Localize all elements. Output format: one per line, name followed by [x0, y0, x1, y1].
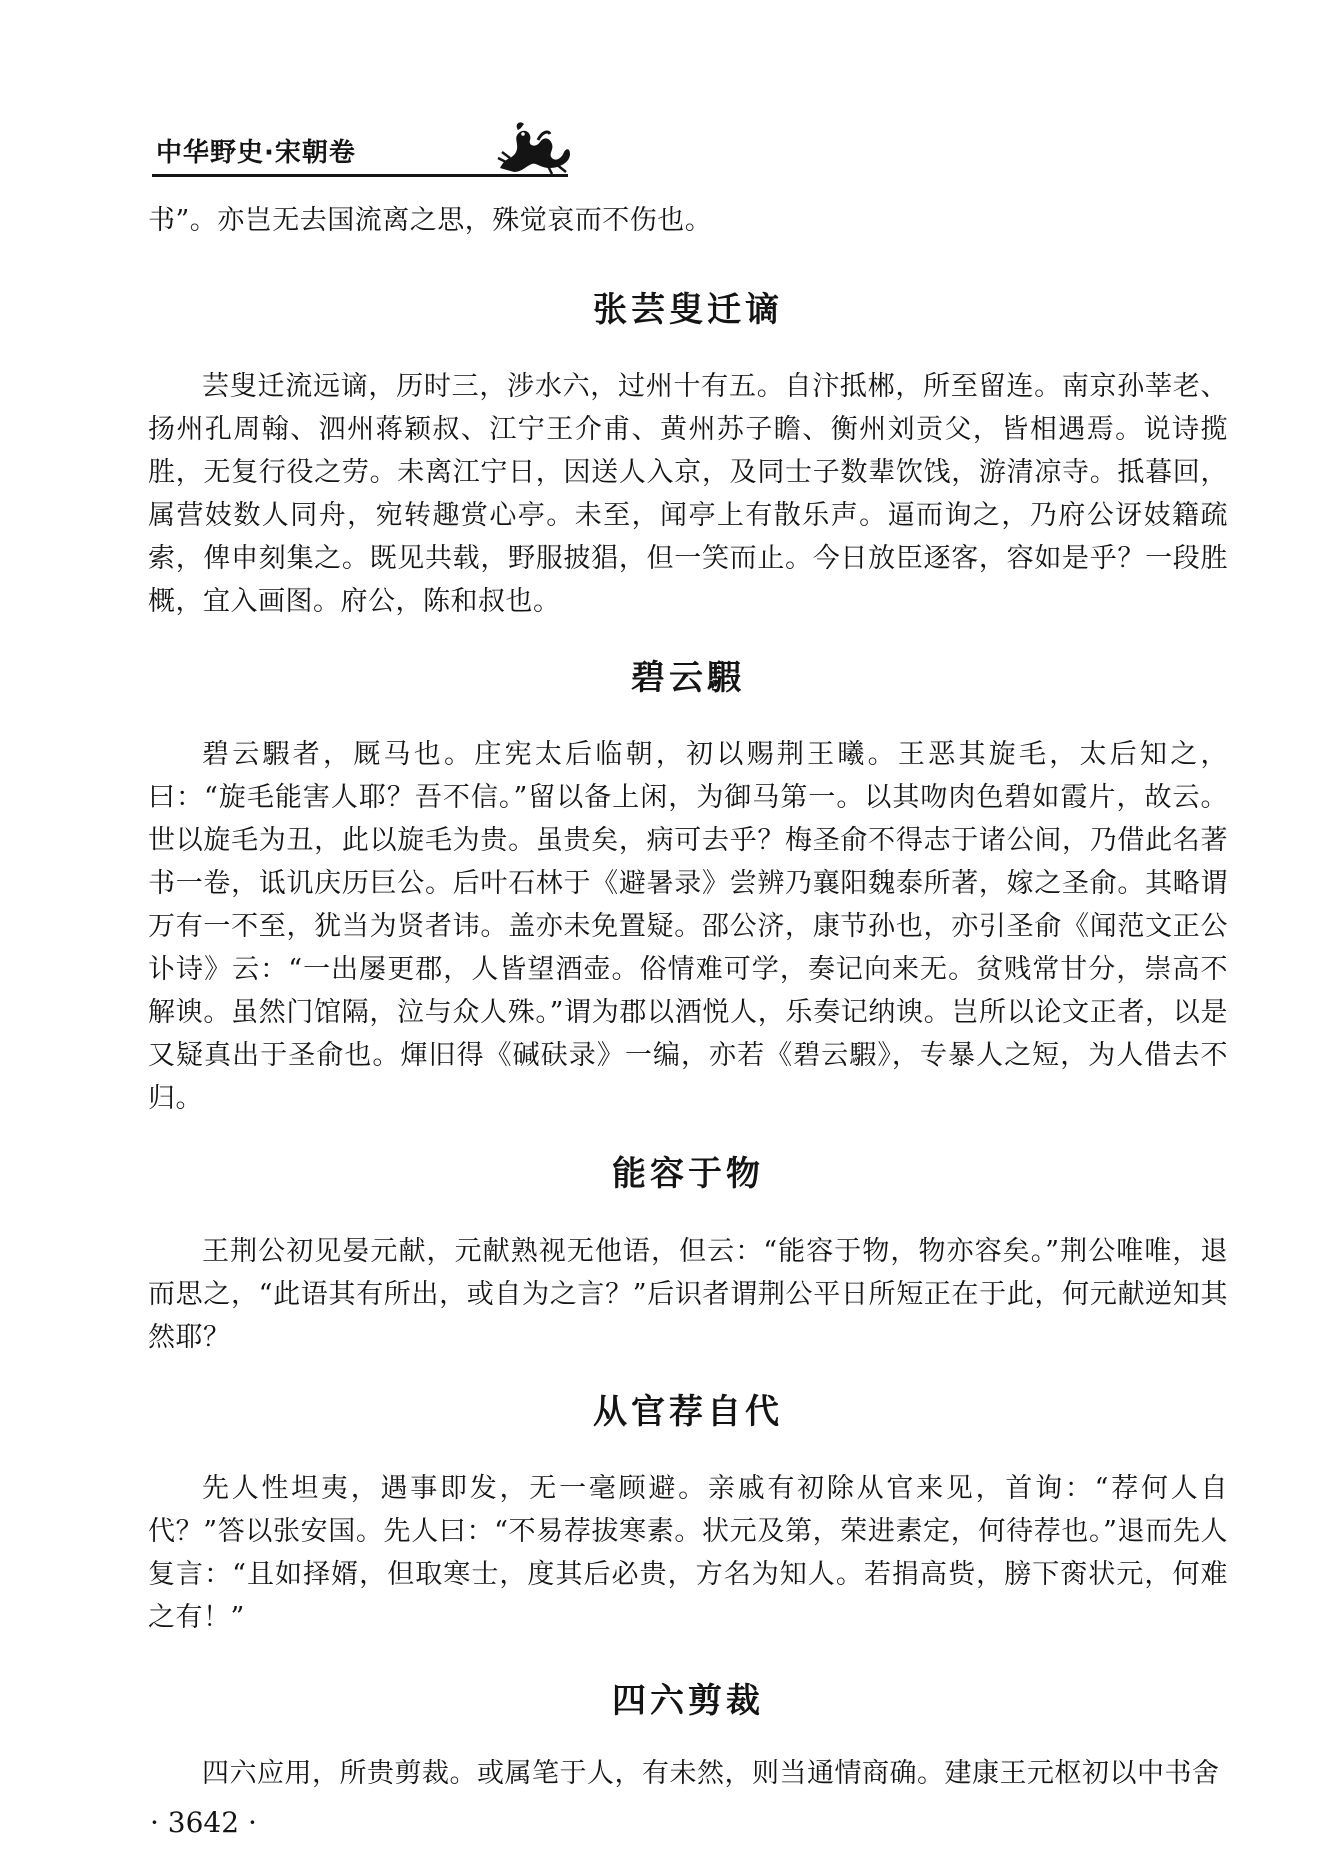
dragon-emblem-icon [492, 118, 574, 176]
running-header [152, 118, 570, 182]
section-body-zhang-yunsou: 芸叟迁流远谪，历时三，涉水六，过州十有五。自汴抵郴，所至留连。南京孙莘老、扬州孔周翰、泗州蒋颖叔、江宁王介甫、黄州苏子瞻、衡州刘贡父，皆相遇焉。说诗揽胜，无复行役之劳。未离江宁日，因送人入京，及同士子数辈饮饯，游清凉寺。抵暮回，属营妓数人同舟，宛转趣赏心亭。未至，闻亭上有散乐声。逼而询之，乃府公讶妓籍疏索，俾申刻集之。既见共载，野服披猖，但一笑而止。今日放臣逐客，容如是乎？一段胜概，宜入画图。府公，陈和叔也。 [148, 371, 1228, 617]
section-title-neng-rong-yu-wu: 能容于物 [612, 1154, 764, 1194]
section-body-siliu-jiancai: 四六应用，所贵剪裁。或属笔于人，有未然，则当通情商确。建康王元枢初以中书舍 [202, 1758, 1220, 1789]
section-body-congguan-jian-zidai: 先人性坦夷，遇事即发，无一毫顾避。亲戚有初除从官来见，首询：“荐何人自代？”答以张安国。先人曰：“不易荐拔寒素。状元及第，荣进素定，何待荐也。”退而先人复言：“且如择婿，但取寒士，度其后必贵，方名为知人。若捐高赀，膀下脔状元，何难之有！” [148, 1473, 1228, 1633]
continuation-text: 书”。亦岂无去国流离之思，殊觉哀而不伤也。 [148, 205, 713, 236]
section-title-zhang-yunsou: 张芸叟迁谪 [593, 290, 783, 330]
section-title-congguan-jian-zidai: 从官荐自代 [593, 1392, 783, 1432]
section-title-siliu-jiancai: 四六剪裁 [612, 1681, 764, 1721]
header-rule [152, 174, 568, 177]
section-body-neng-rong-yu-wu: 王荆公初见晏元献，元献熟视无他语，但云：“能容于物，物亦容矣。”荆公唯唯，退而思之，“此语其有所出，或自为之言？”后识者谓荆公平日所短正在于此，何元献逆知其然耶？ [148, 1236, 1228, 1353]
section-title-biyunxia: 碧云騢 [631, 658, 745, 698]
section-body-biyunxia: 碧云騢者，厩马也。庄宪太后临朝，初以赐荆王曦。王恶其旋毛，太后知之，曰：“旋毛能害人耶？吾不信。”留以备上闲，为御马第一。以其吻肉色碧如霞片，故云。世以旋毛为丑，此以旋毛为贵。虽贵矣，病可去乎？梅圣俞不得志于诸公间，乃借此名著书一卷，诋讥庆历巨公。后叶石林于《避暑录》尝辨乃襄阳魏泰所著，嫁之圣俞。其略谓万有一不至，犹当为贤者讳。盖亦未免置疑。邵公济，康节孙也，亦引圣俞《闻范文正公讣诗》云：“一出屡更郡，人皆望酒壶。俗情难可学，奏记向来无。贫贱常甘分，崇高不解谀。虽然门馆隔，泣与众人殊。”谓为郡以酒悦人，乐奏记纳谀。岂所以论文正者，以是又疑真出于圣俞也。煇旧得《碱砆录》一编，亦若《碧云騢》，专暴人之短，为人借去不归。 [148, 739, 1228, 1114]
page-number: · 3642 · [150, 1806, 257, 1839]
book-title: 中华野史·宋朝卷 [156, 138, 356, 168]
